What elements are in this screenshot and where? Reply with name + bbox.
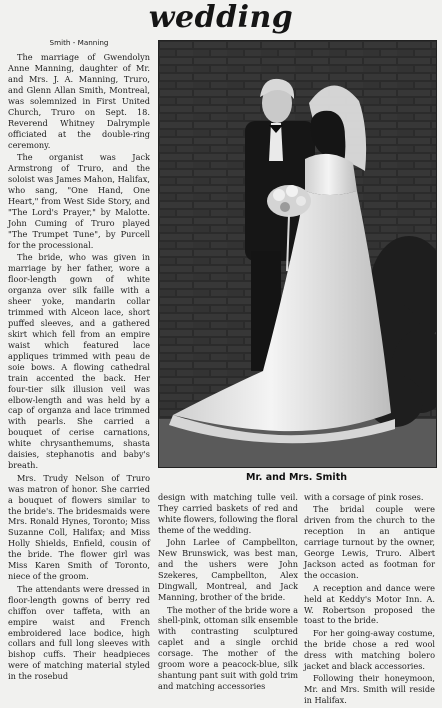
byline: Smith - Manning [49,38,109,47]
article-column-middle [158,492,298,694]
wedding-photo [158,40,437,468]
paragraph: A reception and dance were held at Keddy's Motor Inn. A. W. Robertson proposed the toast to the bride. [304,582,435,626]
paragraph: The bridal couple were driven from the church to the reception in an antique carriage turnout by the owner, George Lewis, Truro. Albert Jackson acted as footman for the occasion. [304,504,435,581]
paragraph: John Larlee of Campbellton, New Brunswick, was best man, and the ushers were John Szekeres, Campbellton, Alex Dingwall, Montreal, and Jack Manning, brother of the bride. [158,537,298,603]
paragraph: The marriage of Gwendolyn Anne Manning, daughter of Mr. and Mrs. J. A. Manning, Truro, and Glenn Allan Smith, Montreal, was solemnized in First United Church, Truro on Sept. 18. Reverend Whitney Dalrymple officiated at the double-ring ceremony. [8,51,150,150]
photo-caption: Mr. and Mrs. Smith [246,472,347,483]
paragraph: The organist was Jack Armstrong of Truro, and the soloist was James Mahon, Halifax, who sang, "One Hand, One Heart," from West Side Story, and "The Lord's Prayer," by Malotte. John Cuming of Truro played "The Trumpet Tune", by Purcell for the processional. [8,152,150,250]
paragraph: Mrs. Trudy Nelson of Truro was matron of honor. She carried a bouquet of flowers similar to the bride's. The bridesmaids were Mrs. Ronald Hynes, Toronto; Miss Suzanne Coll, Halifax; and Miss Holly Shields, Enfield, cousin of the bride. The flower girl was Miss Karen Smith of Toronto, niece of the groom. [8,472,150,582]
paragraph: Following their honeymoon, Mr. and Mrs. Smith will reside in Halifax. [304,673,435,706]
paragraph: The bride, who was given in marriage by her father, wore a floor-length gown of white organza over silk faille with a sheer yoke, mandarin collar trimmed with Alceon lace, short puffed sleeves, and a gathered skirt which fell from an empire waist which featured lace appliques trimmed with peau de soie bows. A flowing cathedral train accented the back. Her four-tier silk illusion veil was elbow-length and was held by a cap of organza and lace trimmed with pearls. She carried a bouquet of cerise carnations, white chrysanthemums, shasta daisies, stephanotis and baby's breath. [8,252,150,471]
article-column-left [8,38,150,684]
paragraph: The attendants were dressed in floor-length gowns of berry red chiffon over taffeta, with an empire waist and French embroidered lace bodice, high collars and full long sleeves with bishop cuffs. Their headpieces were of matching material styled in the rosebud [8,583,150,682]
couple-photo-illustration [159,41,436,467]
paragraph: The mother of the bride wore a shell-pink, ottoman silk ensemble with contrasting sculptured caplet and a single orchid corsage. The mother of the groom wore a peacock-blue, silk shantung pant suit with gold trim and matching accessories [158,604,298,692]
paragraph: For her going-away costume, the bride chose a red wool dress with matching bolero jacket and black accessories. [304,627,435,671]
paragraph: with a corsage of pink roses. [304,492,424,502]
paragraph: design with matching tulle veil. They carried baskets of red and white flowers, following the floral theme of the wedding. [158,492,298,535]
headline: wedding [148,0,294,35]
article-column-right [304,492,435,708]
